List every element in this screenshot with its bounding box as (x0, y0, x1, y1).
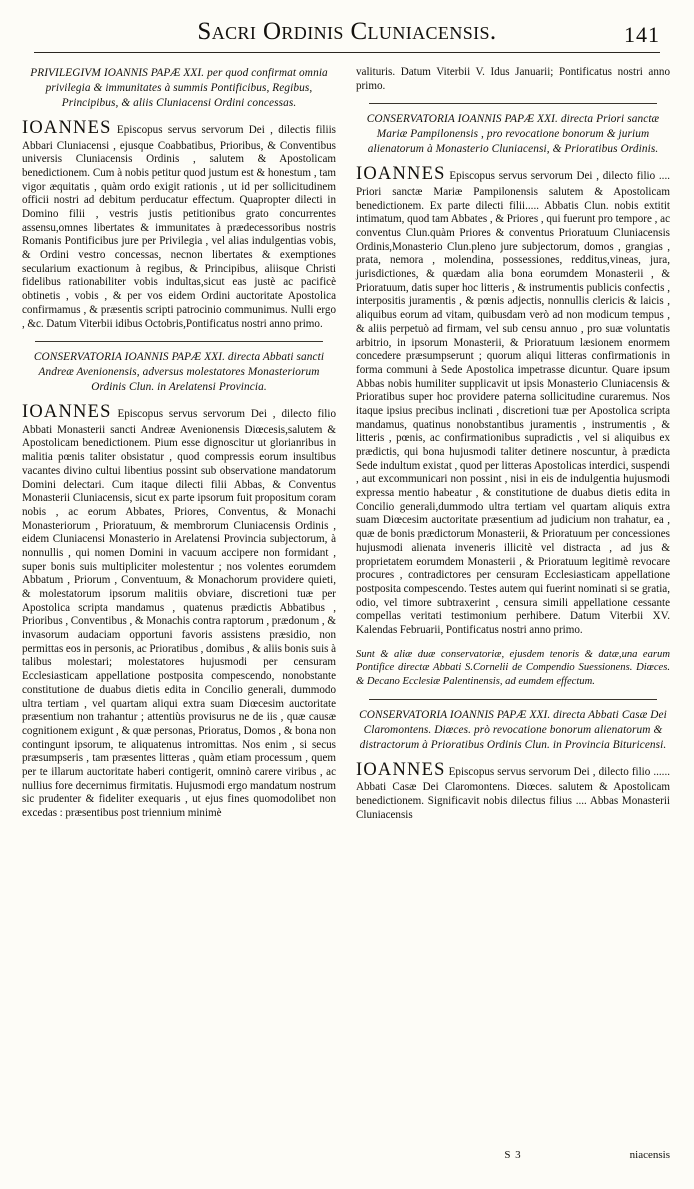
drop-initial: IOANNES (356, 759, 446, 780)
left-column (22, 66, 336, 1163)
left-heading-conservatoria: CONSERVATORIA IOANNIS PAPÆ XXI. directa Abbati sancti Andreæ Avenionensis, adversus molestatores Monasteriorum Ordinis Clun. in Arelatensi Provincia. (33, 351, 325, 393)
right-heading-conservatoria-casadei: CONSERVATORIA IOANNIS PAPÆ XXI. directa Abbati Casæ Dei Claromontens. Diœces. prò revocatione bonorum alienatorum & distractorum à Prioratibus Ordinis Clun. in Provincia Bituricensi. (359, 708, 667, 751)
text-columns (22, 66, 672, 1163)
left-paragraph-1: IOANNES Episcopus servus servorum Dei , dilectis filiis Abbari Cluniacensi , ejusque Coabbatibus, Prioribus, & Conventibus universis Cluniacensis Ordinis , salutem & Apostolicam benedictionem. Cum à nobis petitur quod justum est & honestum , tam vigor æquitatis , quàm ordo exigit rationis , ut id per sollicitudinem officii nostri ad debitum perducatur effectum. Quapropter dilecti in Domino filii , vestris justis petitionibus grato concurrentes assensu,omnes libertates & immunitates à prædecessoribus nostris Romanis Pontificibus jure per Privilegia , vel alias indulgentias vobis, & Ordini vestro concessas, necnon libertates & exemptiones secularium exactionum à regibus, & Principibus, aliisque Christi fidelibus rationabiliter vobis indultas,sicut eas justè ac pacificè obtinetis , vobis , & per vos eidem Ordini auctoritate Apostolica confirmamus , & præsentis scripti patrocinio communimus. Nulli ergo , &c. Datum Viterbii idibus Octobris,Pontificatus nostri anno primo. (22, 117, 336, 330)
drop-initial: IOANNES (22, 117, 112, 138)
folio-number: 141 (624, 22, 660, 47)
right-paragraph-1: valituris. Datum Viterbii V. Idus Januarii; Pontificatus nostri anno primo. (356, 66, 670, 92)
page-header (34, 0, 660, 56)
right-section-rule-2 (369, 699, 658, 700)
left-section-rule-1 (35, 341, 324, 342)
right-section-rule-1 (369, 103, 658, 104)
left-paragraph-2: IOANNES Episcopus servus servorum Dei , dilecto filio Abbati Monasterii sancti Andreæ Avenionensis Diœcesis,salutem & Apostolicam benedictionem. Pium esse dignoscitur ut glorianribus in malitia pœnis taliter obsistatur , quod compressis eorum insultibus vacantes divino cultui libentius possint sub observatione mandatorum Domini delectari. Cum itaque dilecti filii Abbas, & Conventus Monasterii Cluniacensis, sicut ex parte ipsorum fuit propositum coram nobis , ac eorum Abbates, Priores, Conventus, & Monachi Monasteriorum , Prioratuum, & membrorum Cluniacensis Ordinis , eidem Cluniacensi Monasterio in Arelatensi Provincia subjectorum, à nonnullis , qui nomen Domini in vacuum accipere non formidant , super bonis suis multipliciter molestentur ; nos volentes eorumdem Abbatum , Priorum , Conventuum, & Monachorum providere quieti, & molestatorum ipsorum malitiis obviare, discretioni tuæ per Apostolica scripta mandamus , quatenus prædictis Abbatibus , Prioribus , Conventibus , & Monachis contra raptorum , prædonum , & invasorum audaciam opportuni favoris assistens præsidio, non permittas eos in personis, ac Prioratibus , domibus , & aliis bonis suis à talibus molestari; molestatores hujusmodi per censuram Ecclesiasticam appellatione postposita compescendo, nonobstante constitutione de duabus dietis edita in Concilio generali, dummodo ultra tertiam , vel quartam aliqui extra suam Diœcesim auctoritate præsentium non trahantur ; attentiùs provisurus ne de iis , quæ causæ cognitionem exigunt , & quæ personas, Prioratus, Domos , & bona non contingunt ipsorum, te aliquatenus intromittas. Nos enim , si secus præsumpseris , tam præsentes litteras , quàm etiam processum , quem per te illarum auctoritate haberi contigerit, omninò carere viribus , ac nullius fore decernimus firmitatis. Hujusmodi ergo mandatum nostrum sic prudenter & fideliter exequaris , ut ejus fines quomodolibet non excedas : præsentibus post triennium minimè (22, 401, 336, 819)
drop-initial: IOANNES (22, 401, 112, 422)
right-paragraph-3: IOANNES Episcopus servus servorum Dei , dilecto filio ...... Abbati Casæ Dei Claromontens. Diœces. salutem & Apostolicam benedictionem. Significavit nobis dilectus filius .... Abbas Monasterii Cluniacensis (356, 759, 670, 821)
signature-mark: S 3 (504, 1149, 522, 1161)
right-paragraph-2: IOANNES Episcopus servus servorum Dei , dilecto filio .... Priori sanctæ Mariæ Pampilonensis salutem & Apostolicam benedictionem. Ex parte dilecti filii..... Abbatis Clun. nobis extitit intimatum, quod tam Abbates , & Priores , qui fuerunt pro tempore , ac conventus Clun.quàm Priores & conventus Prioratuum Cluniacensis Ordinis,Monasterio Clun.pleno jure subjectorum, domos , grangias , prata, nemora , molendina, possessiones, redditus,vineas, jura, jurisdictiones, & quædam alia bona eorumdem Monasterii , & Prioratuum, datis super hoc litteris , & instrumentis publicis confectis , interpositis juramentis , & pœnis adjectis, nonnullis clericis & laicis , aliquibus eorum ad vitam, quibusdam verò ad non modicum tempus , & aliis perpetuò ad firmam, vel sub censu annuo , pro suæ voluntatis arbitrio, in ipsorum Monasterii, & Prioratuum læsionem enormem concedere præsumpserunt ; quorum aliqui litteras confirmationis in forma communi à Sede Apostolica impetrasse dicuntur. Quare ipsum Abbas nobis humiliter supplicavit ut ipsis Monasterio Cluniacensis & Prioratibus super hoc providere paterna sollicitudine curaremus. Nos itaque ipsius precibus inclinati , discretioni tuæ per Apostolica scripta mandamus, quatinus nonobstantibus juramentis , instrumentis , & litteris , pœnis, ac confirmationibus supradictis , vel si aliquibus ex prædictis, qui bona hujusmodi taliter detinere noscuntur, à prædicta Sede indultum existat , quod per litteras Apostolicas interdici, suspendi , aut excommunicari non possint , nisi in eis de indulgentia hujusmodi expressa mentio habeatur , & constitutione de duabus dietis edita in Concilio generali,dummodo ultra tertiam vel quartam aliquis extra suam Diœcesim auctoritate præsentium ad judicium non trahatur, ea , quæ de bonis prædictorum Monasterii, & Prioratuum per concessiones hujusmodi alienata inveneris illicitè vel distracta , ad jus & proprietatem eorumdem Monasterii , & Prioratuum legitimè revocare procures , contradictores per censuram Ecclesiasticam appellatione postposita compescendo. Testes autem qui fuerint nominati si se gratia, odio, vel timore subtraxerint , censura simili appellatione cessante compellas veritati testimonium perhibere. Datum Viterbii XV. Kalendas Februarii, Pontificatus nostri anno primo. (356, 164, 670, 636)
right-column (356, 66, 670, 1163)
right-editorial-note: Sunt & aliæ duæ conservatoriæ, ejusdem tenoris & datæ,una earum Pontifice directæ Abbati S.Cornelii de Compendio Suessionens. Diœces. & Decano Ecclesiæ Palentinensis, ad eumdem effectum. (356, 648, 670, 688)
running-title: Sacri Ordinis Cluniacensis. (197, 18, 497, 45)
left-heading-privilegium: PRIVILEGIVM IOANNIS PAPÆ XXI. per quod confirmat omnia privilegia & immunitates à summis Pontificibus, Regibus, Principibus, & aliis Cluniacensi Ordini concessas. (30, 67, 328, 109)
header-rule (34, 52, 660, 53)
catchword: niacensis (629, 1149, 670, 1161)
right-heading-conservatoria-pampilonensis: CONSERVATORIA IOANNIS PAPÆ XXI. directa Priori sanctæ Mariæ Pampilonensis , pro revocatione bonorum & jurium alienatorum à Monasterio Cluniacensi, & Prioratibus Ordinis. (366, 113, 660, 156)
drop-initial: IOANNES (356, 164, 446, 185)
